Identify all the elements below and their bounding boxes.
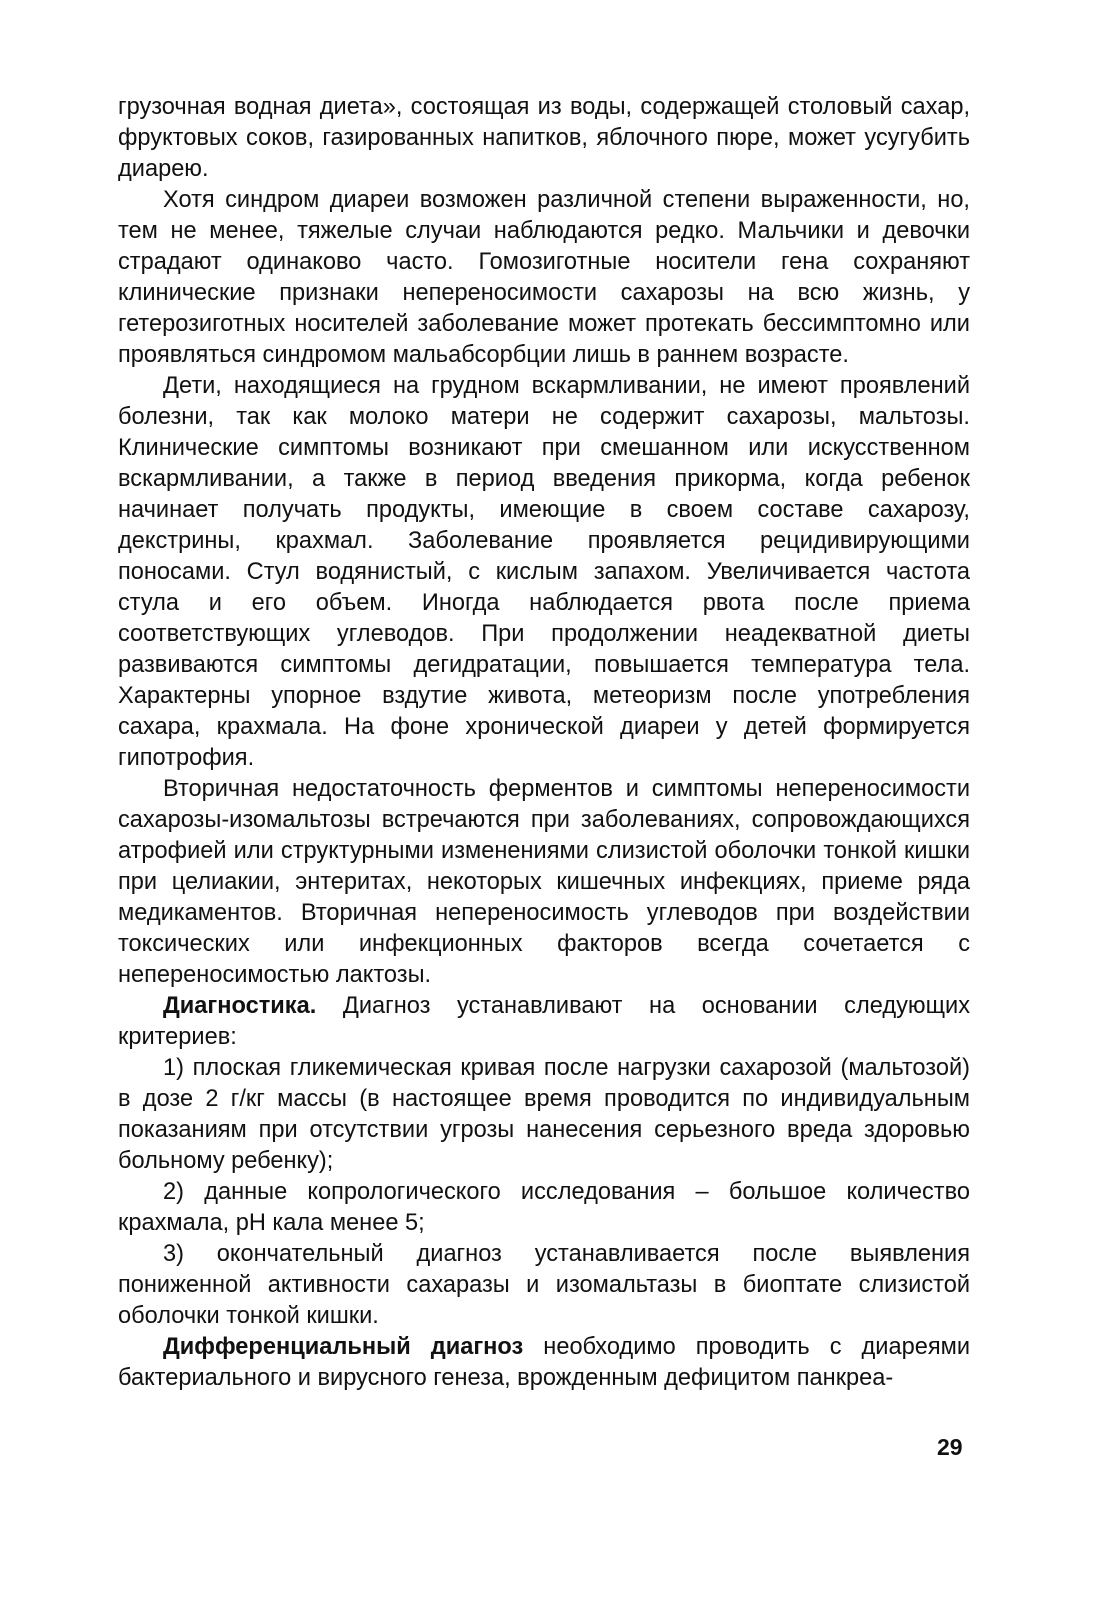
differential-diagnosis-heading: Дифференциальный диагноз <box>163 1334 524 1360</box>
paragraph-breastfeeding <box>118 371 970 774</box>
paragraph-continuation <box>118 92 970 185</box>
criterion-text: 3) окончательный диагноз устанавливается после выявления пониженной активности сахаразы и изомальтазы в биоптате слизистой оболочки тонкой кишки. <box>118 1241 970 1329</box>
criterion-item-1 <box>118 1053 970 1177</box>
page-number: 29 <box>937 1434 963 1460</box>
criterion-item-2 <box>118 1177 970 1239</box>
paragraph-diarrhea-severity <box>118 185 970 371</box>
paragraph-text: необходимо проводить с диареями бактериального и вирусного генеза, врожденным дефицитом панкреа- <box>118 1334 970 1391</box>
paragraph-text: грузочная водная диета», состоящая из воды, содержащей столовый сахар, фруктовых соков, газированных напитков, яблочного пюре, может усугубить диарею. <box>118 94 970 182</box>
paragraph-secondary-deficiency <box>118 774 970 991</box>
body-text <box>118 92 970 1394</box>
criterion-item-3 <box>118 1239 970 1332</box>
criterion-text: 1) плоская гликемическая кривая после нагрузки сахарозой (мальтозой) в дозе 2 г/кг массы (в настоящее время проводится по индивидуальным показаниям при отсутствии угрозы нанесения серьезного вреда здоровью больному ребенку); <box>118 1055 970 1174</box>
diagnostics-heading: Диагностика. <box>163 993 317 1019</box>
paragraph-differential-diagnosis <box>118 1332 970 1394</box>
paragraph-text: Вторичная недостаточность ферментов и симптомы непереносимости сахарозы-изомальтозы встречаются при заболеваниях, сопровождающихся атрофией или структурными изменениями слизистой оболочки тонкой кишки при целиакии, энтеритах, некоторых кишечных инфекциях, приеме ряда медикаментов. Вторичная непереносимость углеводов при воздействии токсических или инфекционных факторов всегда сочетается с непереносимостью лактозы. <box>118 776 970 988</box>
criterion-text: 2) данные копрологического исследования – большое количество крахмала, pH кала менее 5; <box>118 1179 970 1236</box>
paragraph-text: Хотя синдром диареи возможен различной степени выраженности, но, тем не менее, тяжелые случаи наблюдаются редко. Мальчики и девочки страдают одинаково часто. Гомозиготные носители гена сохраняют клинические признаки непереносимости сахарозы на всю жизнь, у гетерозиготных носителей заболевание может протекать бессимптомно или проявляться синдромом мальабсорбции лишь в раннем возрасте. <box>118 187 970 368</box>
paragraph-diagnostics <box>118 991 970 1053</box>
paragraph-text: Дети, находящиеся на грудном вскармливании, не имеют проявлений болезни, так как молоко матери не содержит сахарозы, мальтозы. Клинические симптомы возникают при смешанном или искусственном вскармливании, а также в период введения прикорма, когда ребенок начинает получать продукты, имеющие в своем составе сахарозу, декстрины, крахмал. Заболевание проявляется рецидивирующими поносами. Стул водянистый, с кислым запахом. Увеличивается частота стула и его объем. Иногда наблюдается рвота после приема соответствующих углеводов. При продолжении неадекватной диеты развиваются симптомы дегидратации, повышается температура тела. Характерны упорное вздутие живота, метеоризм после употребления сахара, крахмала. На фоне хронической диареи у детей формируется гипотрофия. <box>118 373 970 771</box>
paragraph-text: Диагноз устанавливают на основании следующих критериев: <box>118 993 970 1050</box>
